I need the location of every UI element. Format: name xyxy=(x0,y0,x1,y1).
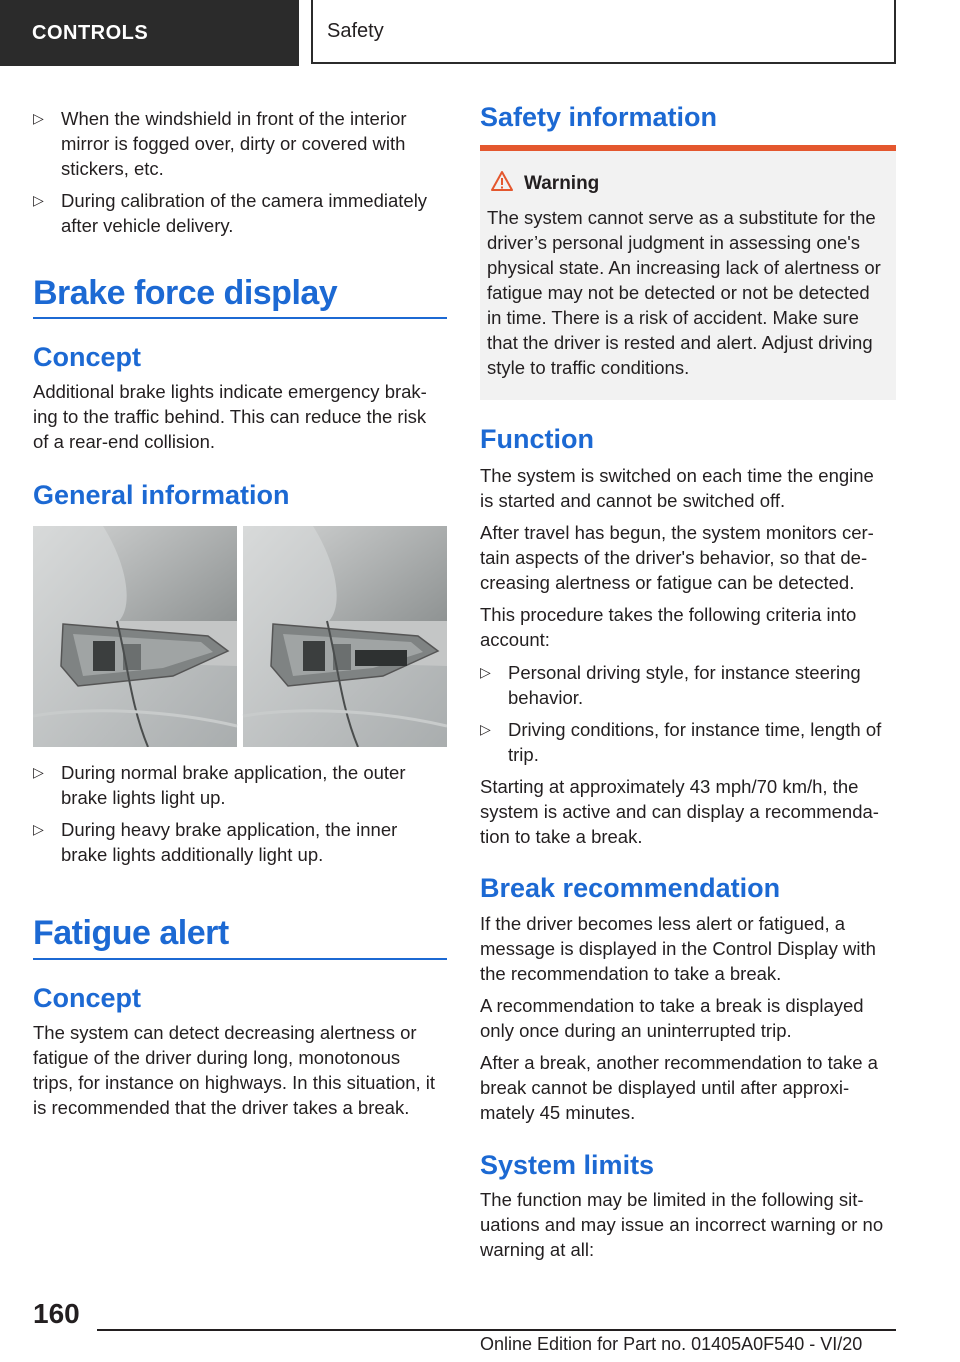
subheading-safety-information: Safety information xyxy=(480,102,718,132)
warning-title: Warning xyxy=(524,173,600,194)
list-item-text: Driving conditions, for instance time, length of trip. xyxy=(508,719,882,765)
subheading-function: Function xyxy=(480,424,594,454)
list-item xyxy=(480,660,896,710)
footer-rule xyxy=(97,1329,896,1331)
brake-lights-illustration xyxy=(33,526,447,747)
list-item xyxy=(33,188,447,238)
subheading-concept: Concept xyxy=(33,983,141,1013)
section-tab xyxy=(0,0,299,66)
subheading-system-limits: System limits xyxy=(480,1150,655,1180)
list-item xyxy=(33,817,447,867)
page-number: 160 xyxy=(33,1298,80,1329)
triangle-bullet-icon: ▷ xyxy=(33,764,44,780)
paragraph: The system is switched on each time the engine is started and cannot be switched off. xyxy=(480,465,874,511)
subheading-break-recommendation: Break recommendation xyxy=(480,873,781,903)
heading-rule xyxy=(33,317,447,319)
paragraph: The function may be limited in the following sit- uations and may issue an incorrect warning or no warning at all: xyxy=(480,1189,884,1260)
list-item-text: During normal brake application, the outer brake lights light up. xyxy=(61,762,406,808)
paragraph: A recommendation to take a break is displayed only once during an uninterrupted trip. xyxy=(480,995,864,1041)
list-item xyxy=(480,717,896,767)
normal-braking-image xyxy=(33,526,237,747)
list-item xyxy=(33,760,447,810)
subheading-general-information: General information xyxy=(33,480,290,510)
heading-rule xyxy=(33,958,447,960)
triangle-bullet-icon: ▷ xyxy=(480,664,491,680)
heavy-braking-image xyxy=(243,526,447,747)
paragraph: Starting at approximately 43 mph/70 km/h, the system is active and can display a recommenda- tion to take a break. xyxy=(480,776,879,847)
triangle-bullet-icon: ▷ xyxy=(33,821,44,837)
section-title: CONTROLS xyxy=(32,21,149,44)
paragraph: This procedure takes the following criteria into account: xyxy=(480,604,857,650)
list-item-text: When the windshield in front of the interior mirror is fogged over, dirty or covered with stickers, etc. xyxy=(61,108,407,179)
paragraph: After travel has begun, the system monitors cer- tain aspects of the driver's behavior, so that de- creasing alertness or fatigue can be detected. xyxy=(480,522,874,593)
warning-text: The system cannot serve as a substitute for the driver’s personal judgment in assessing one's physical state. An increasing lack of alertness or fatigue may not be detected or not be detected in time. There is a risk of accident. Make sure that the driver is rested and alert. Adjust driving style to traffic conditions. xyxy=(487,207,881,378)
subheading-concept: Concept xyxy=(33,342,141,372)
section-heading-brake-force-display: Brake force display xyxy=(33,274,338,312)
subsection-tab xyxy=(311,0,896,64)
subsection-title: Safety xyxy=(327,19,384,42)
warning-triangle-icon xyxy=(490,170,514,192)
edition-text: Online Edition for Part no. 01405A0F540 - VI/20 xyxy=(480,1334,863,1354)
list-item-text: Personal driving style, for instance steering behavior. xyxy=(508,662,861,708)
list-item-text: During calibration of the camera immediately after vehicle delivery. xyxy=(61,190,428,236)
section-heading-fatigue-alert: Fatigue alert xyxy=(33,914,229,952)
paragraph: After a break, another recommendation to take a break cannot be displayed until after approxi- mately 45 minutes. xyxy=(480,1052,878,1123)
list-item xyxy=(33,106,447,182)
triangle-bullet-icon: ▷ xyxy=(33,192,44,208)
list-item-text: During heavy brake application, the inner brake lights additionally light up. xyxy=(61,819,398,865)
paragraph: If the driver becomes less alert or fatigued, a message is displayed in the Control Display with the recommendation to take a break. xyxy=(480,913,876,984)
paragraph: The system can detect decreasing alertness or fatigue of the driver during long, monotonous trips, for instance on highways. In this situation, it is recommended that the driver takes a break. xyxy=(33,1022,436,1118)
triangle-bullet-icon: ▷ xyxy=(33,110,44,126)
paragraph: Additional brake lights indicate emergency brak- ing to the traffic behind. This can reduce the risk of a rear-end collision. xyxy=(33,381,427,452)
triangle-bullet-icon: ▷ xyxy=(480,721,491,737)
